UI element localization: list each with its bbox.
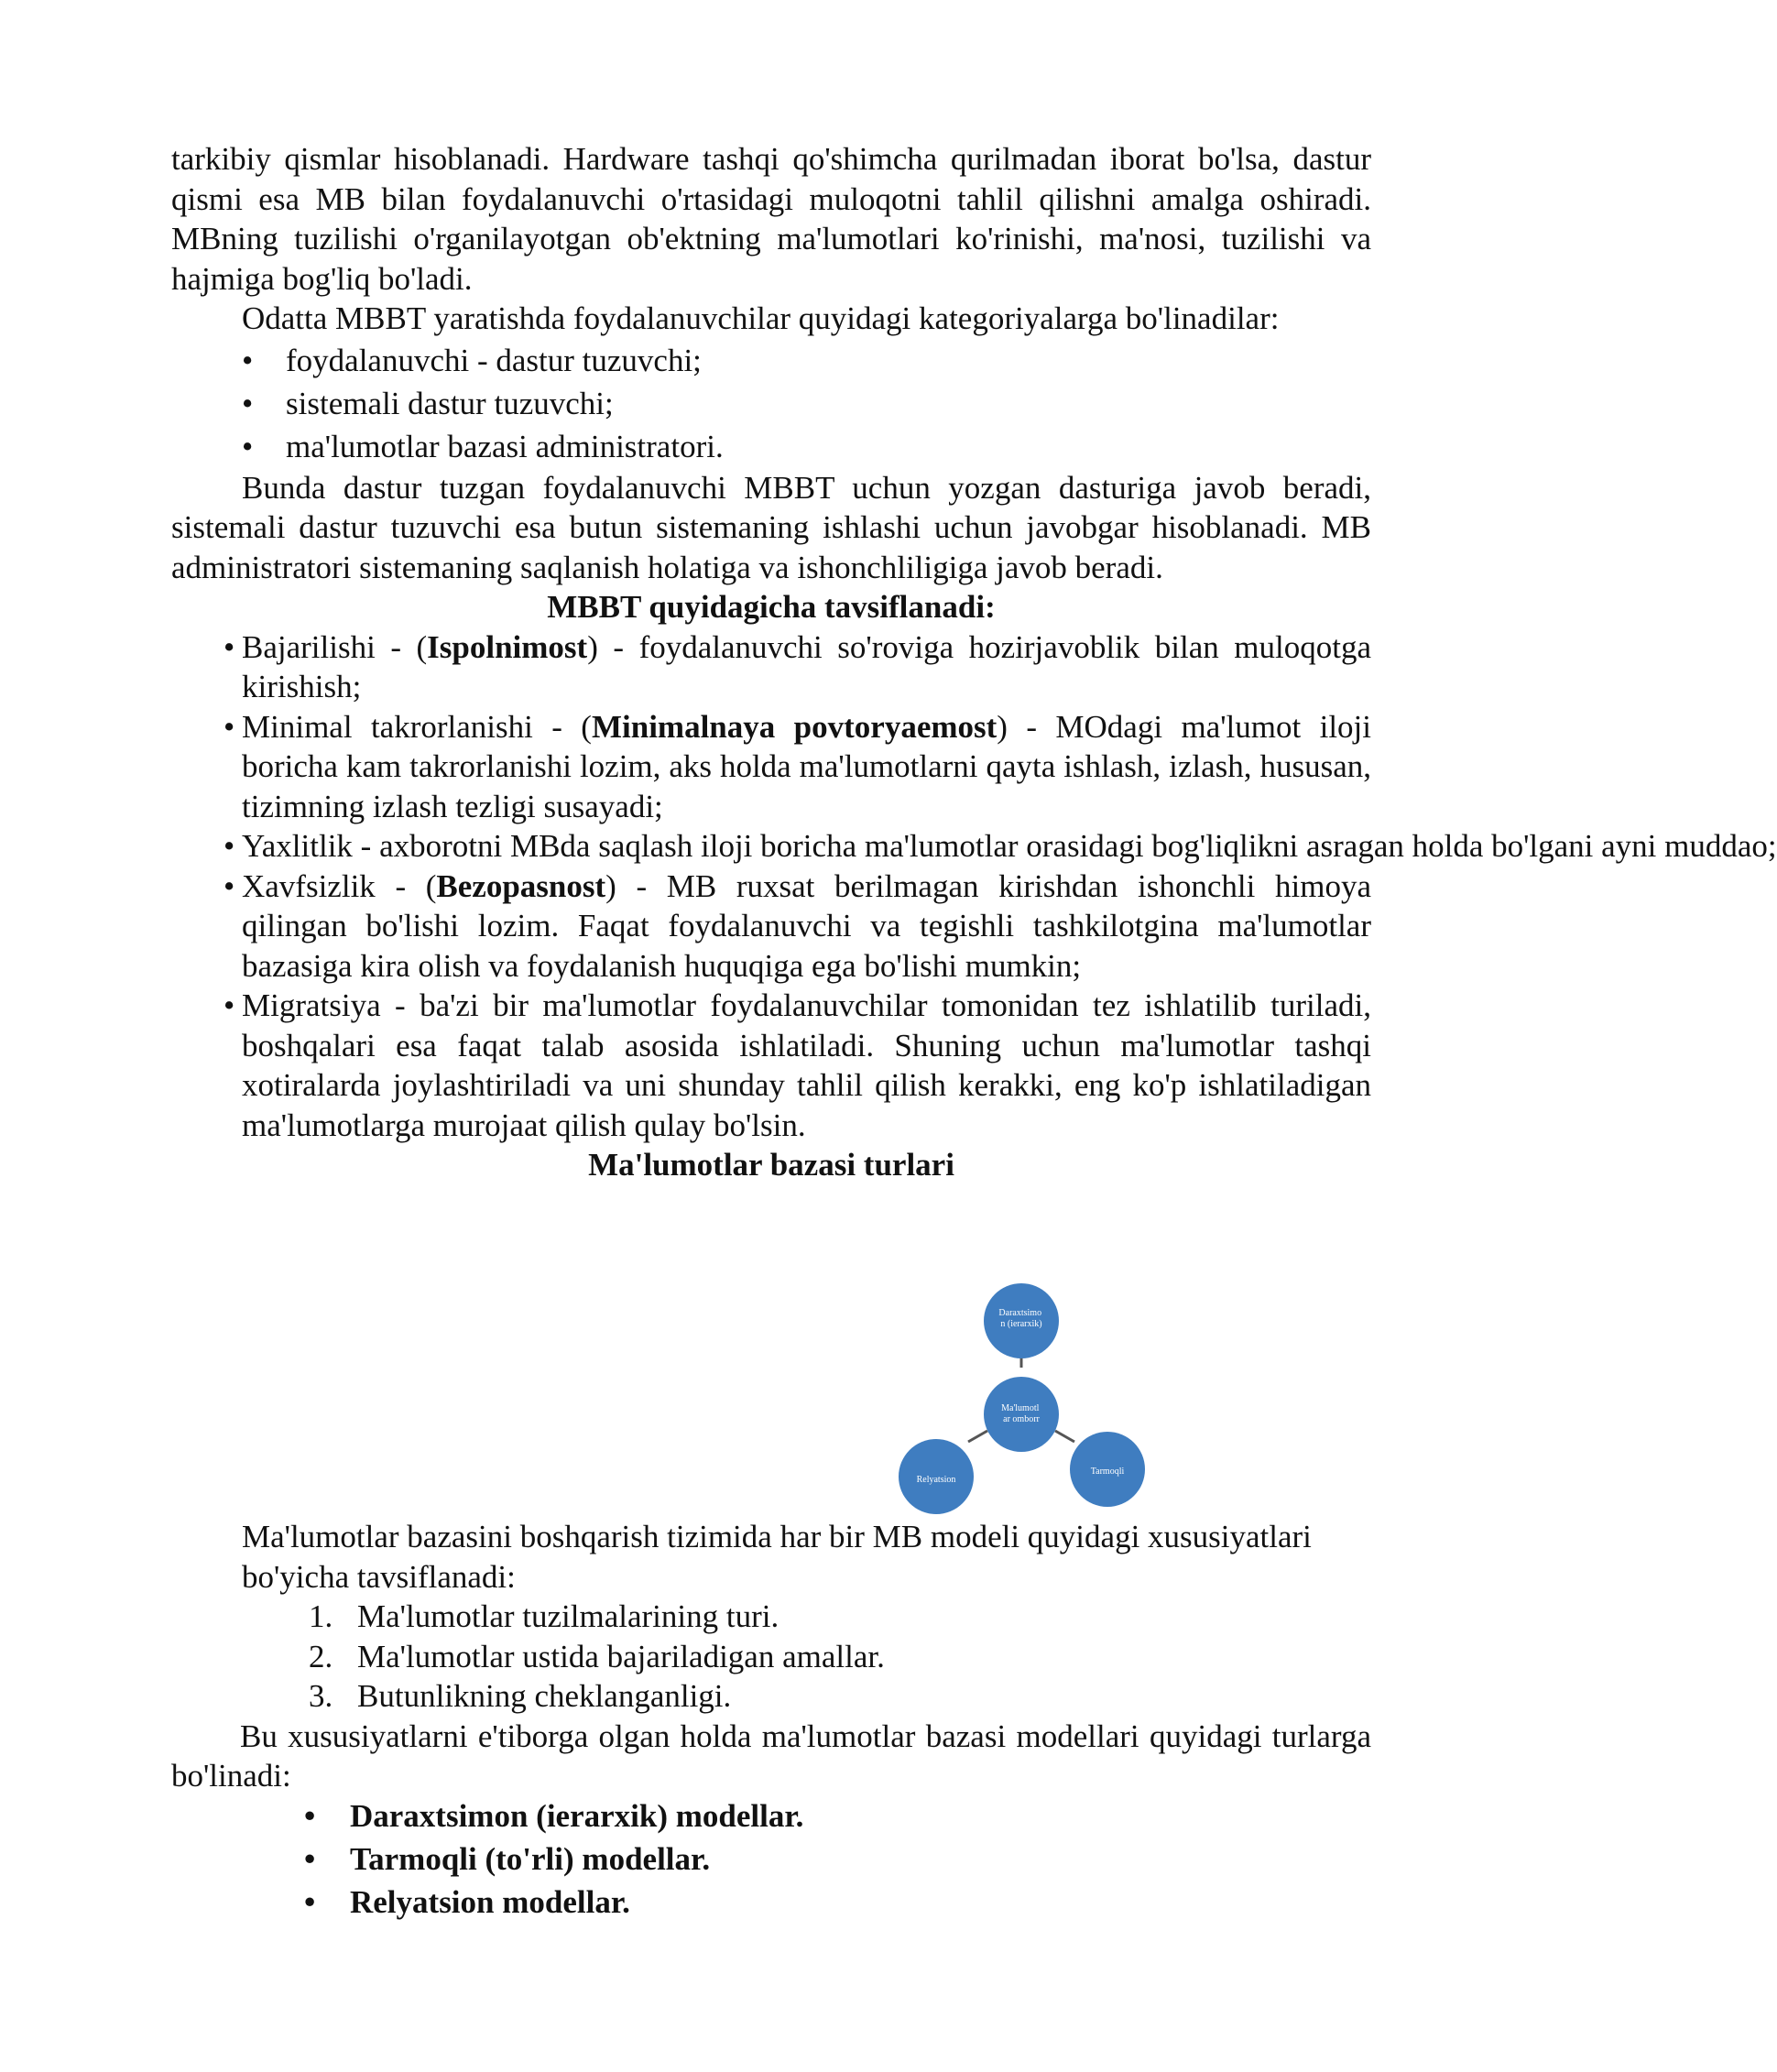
feature-text: Yaxlitlik - axborotni MBda saqlash iloji boricha ma'lumotlar orasidagi bog'liqlikni asragan holda bo'lgani ayni muddao; (242, 828, 1777, 864)
feature-item (171, 986, 1371, 1145)
feature-item (171, 627, 1371, 707)
features-heading: MBBT quyidagicha tavsiflanadi: (547, 589, 996, 625)
intro-paragraph: tarkibiy qismlar hisoblanadi. Hardware tashqi qo'shimcha qurilmadan iborat bo'lsa, dastur qismi esa MB bilan foydalanuvchi o'rtasidagi muloqotni tahlil qilishni amalga oshiradi. MBning tuzilishi o'rganilayotgan ob'ektning ma'lumotlari ko'rinishi, ma'nosi, tuzilishi va hajmiga bog'liq bo'ladi. (171, 141, 1371, 297)
node-top-label (998, 1308, 1043, 1329)
roles-paragraph: Bunda dastur tuzgan foydalanuvchi MBBT uchun yozgan dasturiga javob beradi, sistemali dastur tuzuvchi esa butun sistemaning ishlashi uchun javobgar hisoblanadi. MB administratori sistemaning saqlanish holatiga va ishonchliligiga javob beradi. (171, 469, 1371, 585)
text-block-bottom (171, 1517, 1371, 1925)
list-item: • Relyatsion modellar. (171, 1882, 1371, 1923)
list-item: • sistemali dastur tuzuvchi; (171, 382, 1371, 425)
node-top-line: Daraxtsimo (998, 1308, 1042, 1318)
properties-list (171, 1597, 1371, 1717)
node-center-line: ar omborr (1003, 1414, 1040, 1424)
text-block-top (171, 139, 1777, 1185)
node-center-line: Ma'lumotl (1001, 1403, 1040, 1413)
feature-text: ) - MB ruxsat berilmagan kirishdan ishonchli himoya qilingan bo'lishi lozim. Faqat foydalanuvchi va tegishli tashkilotgina ma'lumotlar bazasiga kira olish va foydalanish huquqiga ega bo'lishi mumkin; (242, 867, 1372, 984)
types-heading: Ma'lumotlar bazasi turlari (588, 1147, 954, 1183)
list-item: • Tarmoqli (to'rli) modellar. (171, 1839, 1371, 1880)
feature-text: Bajarilishi - ( (242, 628, 428, 665)
feature-text: Minimal takrorlanishi - ( (242, 708, 592, 745)
list-text: Ma'lumotlar tuzilmalarining turi. (357, 1598, 779, 1634)
model-types-list (171, 1796, 1371, 1923)
list-number: 1. (309, 1598, 333, 1634)
connector-line (968, 1431, 987, 1442)
feature-item (171, 707, 1371, 827)
feature-text: ) - foydalanuvchi so'roviga hozirjavoblik bilan muloqotga kirishish; (242, 628, 1371, 704)
node-top-line: n (ierarxik) (1000, 1319, 1042, 1329)
database-types-diagram (893, 1273, 1168, 1516)
list-text: Ma'lumotlar ustida bajariladigan amallar. (357, 1638, 885, 1674)
feature-text: Xavfsizlik - ( (242, 867, 437, 904)
feature-text: Migratsiya - ba'zi bir ma'lumotlar foydalanuvchilar tomonidan tez ishlatilib turiladi, boshqalari esa faqat talab asosida ishlatiladi. Shuning uchun ma'lumotlar tashqi xotiralarda joylashtiriladi va uni shunday tahlil qilish kerakki, eng ko'p ishlatiladigan ma'lumotlarga murojaat qilish qulay bo'lsin. (242, 987, 1371, 1143)
list-item (171, 1597, 1371, 1637)
list-item (171, 1637, 1371, 1677)
list-number: 3. (309, 1678, 333, 1714)
list-item: • foydalanuvchi - dastur tuzuvchi; (171, 339, 1371, 382)
model-paragraph-line (171, 1517, 1371, 1597)
feature-term: Ispolnimost (427, 628, 588, 665)
list-text: Butunlikning cheklanganligi. (357, 1678, 732, 1714)
categories-list (171, 339, 1371, 468)
node-right-label: Tarmoqli (1090, 1467, 1125, 1477)
feature-item (171, 826, 1777, 867)
node-center-label (1001, 1403, 1041, 1424)
list-item: • ma'lumotlar bazasi administratori. (171, 425, 1371, 468)
features-list (171, 627, 1777, 1146)
model-paragraph: Ma'lumotlar bazasini boshqarish tizimida har bir MB modeli quyidagi xususiyatlari bo'yicha tavsiflanadi: (242, 1519, 1312, 1595)
list-item: • Daraxtsimon (ierarxik) modellar. (171, 1796, 1371, 1837)
node-left-label: Relyatsion (916, 1475, 956, 1485)
list-item (171, 1676, 1371, 1717)
connector-line (1055, 1431, 1074, 1442)
list-number: 2. (309, 1638, 333, 1674)
categories-intro: Odatta MBBT yaratishda foydalanuvchilar quyidagi kategoriyalarga bo'linadilar: (242, 300, 1280, 336)
types-paragraph: Bu xususiyatlarni e'tiborga olgan holda ma'lumotlar bazasi modellari quyidagi turlarga bo'linadi: (171, 1718, 1371, 1794)
feature-text: ) - MOdagi ma'lumot iloji boricha kam takrorlanishi lozim, aks holda ma'lumotlarni qayta ishlash, izlash, hususan, tizimning izlash tezligi susayadi; (242, 708, 1371, 824)
feature-term: Minimalnaya povtoryaemost (591, 708, 998, 745)
feature-term: Bezopasnost (436, 867, 606, 904)
feature-item (171, 867, 1371, 987)
